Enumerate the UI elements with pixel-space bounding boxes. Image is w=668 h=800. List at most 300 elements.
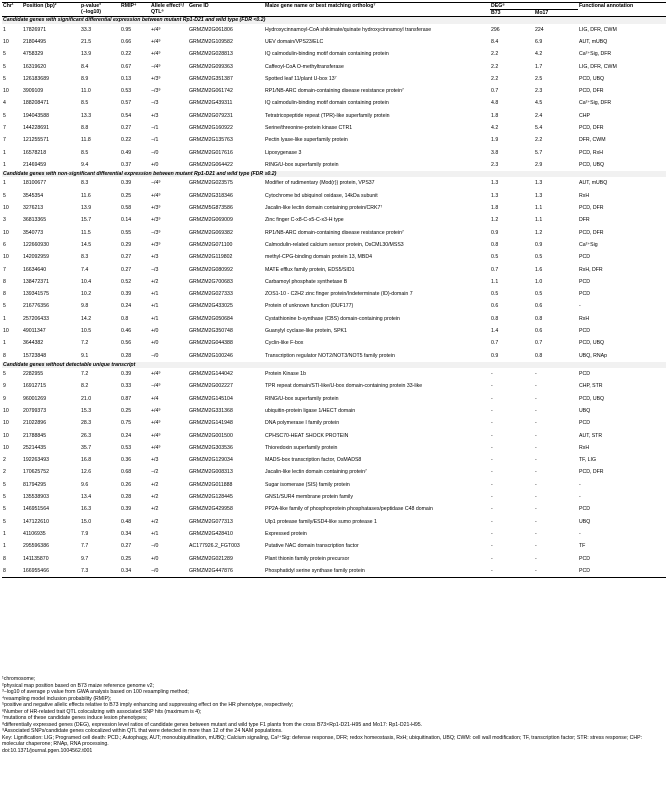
cell-position: 3909109 — [23, 88, 44, 95]
section-title: Candidate genes without detectable unique transcript — [2, 362, 666, 368]
cell-allele-qtl: +/4⁹ — [151, 192, 161, 199]
table-row — [2, 251, 666, 263]
cell-annotation: PCD, UBQ — [579, 395, 605, 402]
footnote: ⁶Number of HR-related trait QTL colocalizing with associated SNP hits (maximum is 4); — [2, 708, 202, 715]
table-row — [2, 325, 666, 337]
cell-annotation: RxH, DFR — [579, 266, 603, 273]
cell-gene-name: RP1/NB-ARC domain-containing disease resistance protein⁷ — [265, 88, 404, 95]
table-row — [2, 214, 666, 226]
cell-rmip: 0.37 — [121, 161, 132, 168]
cell-pvalue: 8.4 — [81, 63, 89, 70]
cell-chr: 10 — [3, 420, 9, 427]
cell-gene-name: Sugar isomerase (SIS) family protein — [265, 481, 350, 488]
table-row — [2, 552, 666, 564]
cell-gene-id: GRMZM2G145104 — [189, 395, 233, 402]
cell-deg-b73: - — [491, 530, 493, 537]
cell-chr: 3 — [3, 217, 6, 224]
cell-deg-b73: 1.4 — [491, 327, 499, 334]
cell-chr: 10 — [3, 444, 9, 451]
cell-rmip: 0.49 — [121, 149, 132, 156]
cell-position: 41106935 — [23, 530, 46, 537]
cell-gene-id: GRMZM2G069009 — [189, 217, 233, 224]
cell-gene-id: GRMZM2G439311 — [189, 100, 233, 107]
cell-deg-mo17: 1.3 — [535, 192, 543, 199]
cell-deg-mo17: - — [535, 555, 537, 562]
section-title: Candidate genes with non-significant differential expression between mutant Rp1-D21 and wild type (FDR ≥0.2) — [2, 171, 666, 177]
cell-allele-qtl: +/4⁹ — [151, 407, 161, 414]
cell-gene-name: Tetratricopeptide repeat (TPR)-like superfamily protein — [265, 112, 390, 119]
footnote: ²physical map position based on B73 maize reference genome v2; — [2, 682, 154, 689]
cell-pvalue: 15.3 — [81, 407, 92, 414]
cell-allele-qtl: +/1 — [151, 303, 159, 310]
cell-rmip: 0.68 — [121, 469, 132, 476]
cell-annotation: DFR — [579, 217, 590, 224]
cell-rmip: 0.53 — [121, 88, 132, 95]
cell-deg-mo17: - — [535, 543, 537, 550]
cell-chr: 5 — [3, 51, 6, 58]
cell-chr: 8 — [3, 352, 6, 359]
cell-gene-id: GRMZM2G318346 — [189, 192, 233, 199]
cell-deg-b73: 1.3 — [491, 180, 499, 187]
header-maize-gene: Maize gene name or best matching ortholog⁷ — [265, 3, 376, 9]
cell-pvalue: 8.5 — [81, 149, 89, 156]
cell-deg-b73: 0.9 — [491, 352, 499, 359]
table-row — [2, 454, 666, 466]
header-rmip: RMIP⁴ — [121, 3, 137, 9]
cell-position: 20799373 — [23, 407, 47, 414]
cell-position: 216776356 — [23, 303, 49, 310]
cell-gene-id: GRMZM2G069382 — [189, 229, 233, 236]
cell-allele-qtl: −/3 — [151, 100, 159, 107]
cell-gene-id: GRMZM2G071100 — [189, 241, 233, 248]
cell-pvalue: 16.3 — [81, 506, 92, 513]
table-row — [2, 350, 666, 362]
cell-pvalue: 28.3 — [81, 420, 92, 427]
cell-allele-qtl: +/0 — [151, 340, 159, 347]
cell-annotation: PCD, DFR — [579, 88, 604, 95]
cell-pvalue: 8.3 — [81, 180, 89, 187]
cell-gene-name: MADS-box transcription factor, OsMADS8 — [265, 457, 362, 464]
section-title: Candidate genes with significant differential expression between mutant Rp1-D21 and wild type (FDR <0.2) — [2, 17, 666, 24]
cell-position: 141135870 — [23, 555, 49, 562]
cell-annotation: TF — [579, 543, 586, 550]
cell-deg-mo17: 0.6 — [535, 327, 543, 334]
cell-rmip: 0.29 — [121, 241, 132, 248]
cell-rmip: 0.54 — [121, 112, 132, 119]
cell-position: 21788845 — [23, 432, 47, 439]
cell-gene-id: GRMZM2G303536 — [189, 444, 233, 451]
cell-chr: 10 — [3, 205, 9, 212]
cell-gene-id: GRMZM2G128445 — [189, 494, 233, 501]
cell-gene-name: GNS1/SUR4 membrane protein family — [265, 494, 353, 501]
cell-deg-b73: - — [491, 432, 493, 439]
cell-gene-name: Modifier of rudimentary (Mod(r)) protein, VPS37 — [265, 180, 375, 187]
cell-deg-mo17: 0.6 — [535, 303, 543, 310]
table-row — [2, 368, 666, 380]
table-row — [2, 24, 666, 36]
cell-gene-name: DNA polymerase I family protein — [265, 420, 340, 427]
cell-rmip: 0.34 — [121, 530, 132, 537]
cell-gene-name: Guanylyl cyclase-like protein, SPK1 — [265, 327, 347, 334]
cell-position: 96001269 — [23, 395, 47, 402]
header-mo17: Mo17 — [535, 10, 549, 17]
cell-annotation: DFR, CWM — [579, 137, 606, 144]
cell-rmip: 0.67 — [121, 63, 132, 70]
cell-rmip: 0.57 — [121, 100, 132, 107]
cell-deg-b73: 0.7 — [491, 88, 499, 95]
cell-pvalue: 8.8 — [81, 125, 89, 132]
cell-rmip: 0.25 — [121, 407, 132, 414]
cell-chr: 1 — [3, 530, 6, 537]
cell-annotation: LIG, DFR, CWM — [579, 63, 617, 70]
cell-deg-b73: - — [491, 518, 493, 525]
cell-gene-id: GRMZM2G129034 — [189, 457, 233, 464]
cell-position: 3540773 — [23, 229, 44, 236]
header-position: Position (bp)² — [23, 3, 57, 9]
cell-gene-id: GRMZM2G080992 — [189, 266, 233, 273]
cell-pvalue: 9.4 — [81, 161, 89, 168]
table-row — [2, 405, 666, 417]
cell-deg-mo17: 6.9 — [535, 38, 543, 45]
cell-annotation: Ca²⁺Sig, DFR — [579, 100, 612, 107]
cell-rmip: 0.13 — [121, 75, 132, 82]
cell-allele-qtl: −/3⁹ — [151, 88, 161, 95]
cell-annotation: RxH — [579, 315, 590, 322]
cell-position: 2282955 — [23, 371, 44, 378]
cell-gene-name: CPHSC70-HEAT SHOCK PROTEIN — [265, 432, 349, 439]
table-row — [2, 430, 666, 442]
cell-chr: 8 — [3, 291, 6, 298]
table-row — [2, 202, 666, 214]
cell-position: 36813365 — [23, 217, 47, 224]
cell-deg-mo17: 0.5 — [535, 291, 543, 298]
cell-pvalue: 9.8 — [81, 303, 89, 310]
table-row — [2, 276, 666, 288]
cell-pvalue: 7.2 — [81, 340, 89, 347]
cell-gene-id: GRMZM2G079231 — [189, 112, 233, 119]
table-row — [2, 85, 666, 97]
footnote: ⁹Associated SNPs/candidate genes colocalized within QTL that were detected in more than 12 of the 24 NAM populations. — [2, 728, 283, 734]
cell-deg-b73: - — [491, 543, 493, 550]
table-row — [2, 300, 666, 312]
cell-rmip: 0.55 — [121, 229, 132, 236]
cell-chr: 7 — [3, 137, 6, 144]
cell-pvalue: 7.2 — [81, 371, 89, 378]
cell-rmip: 0.53 — [121, 444, 132, 451]
cell-pvalue: 8.5 — [81, 100, 89, 107]
cell-gene-id: GRMZM2G008313 — [189, 469, 233, 476]
cell-rmip: 0.27 — [121, 266, 132, 273]
table-row — [2, 159, 666, 171]
cell-allele-qtl: +/3 — [151, 254, 159, 261]
header-deg: DEG⁸ — [490, 3, 578, 10]
cell-rmip: 0.26 — [121, 481, 132, 488]
cell-gene-id: GRMZM5G873586 — [189, 205, 233, 212]
cell-annotation: PCD — [579, 567, 590, 574]
cell-position: 25214435 — [23, 444, 47, 451]
cell-annotation: PCD — [579, 327, 590, 334]
header-pvalue: p-value³ (−log10) — [81, 3, 102, 16]
cell-gene-name: Lipoxygenase 3 — [265, 149, 302, 156]
cell-chr: 1 — [3, 180, 6, 187]
cell-deg-b73: 2.2 — [491, 63, 499, 70]
cell-chr: 6 — [3, 241, 6, 248]
table-body — [2, 17, 666, 578]
cell-deg-b73: 1.1 — [491, 278, 499, 285]
cell-allele-qtl: +/0 — [151, 161, 159, 168]
cell-deg-mo17: 4.5 — [535, 100, 543, 107]
cell-gene-id: GRMZM2G135763 — [189, 137, 233, 144]
cell-gene-name: IQ calmodulin-binding motif domain containing protein — [265, 100, 389, 107]
cell-position: 3276213 — [23, 205, 44, 212]
cell-rmip: 0.34 — [121, 567, 132, 574]
cell-gene-name: Protein Kinase 1b — [265, 371, 306, 378]
cell-pvalue: 13.4 — [81, 494, 92, 501]
cell-pvalue: 11.6 — [81, 192, 91, 199]
cell-chr: 5 — [3, 371, 6, 378]
cell-pvalue: 33.3 — [81, 26, 92, 33]
cell-gene-name: PP2A-like family of phosphoprotein phosphatases/peptidase C48 domain — [265, 506, 433, 513]
cell-gene-id: GRMZM2G429958 — [189, 506, 233, 513]
cell-deg-mo17: 224 — [535, 26, 544, 33]
cell-deg-mo17: 5.7 — [535, 149, 543, 156]
cell-chr: 9 — [3, 383, 6, 390]
cell-gene-name: IQ calmodulin-binding motif domain containing protein — [265, 51, 389, 58]
cell-annotation: PCD — [579, 278, 590, 285]
cell-deg-mo17: 0.7 — [535, 340, 543, 347]
cell-gene-name: Carbamoyl phosphate synthetase B — [265, 278, 348, 285]
doi-link[interactable]: doi:10.1371/journal.pgen.1004562.t001 — [2, 747, 93, 754]
cell-rmip: 0.24 — [121, 432, 132, 439]
cell-deg-mo17: 0.8 — [535, 352, 543, 359]
cell-gene-name: UEV domain/VPS23/ELC — [265, 38, 324, 45]
cell-chr: 1 — [3, 340, 6, 347]
cell-deg-b73: - — [491, 420, 493, 427]
cell-deg-b73: - — [491, 506, 493, 513]
cell-deg-b73: 2.2 — [491, 51, 499, 58]
cell-rmip: 0.87 — [121, 395, 132, 402]
cell-gene-name: Expressed protein — [265, 530, 307, 537]
cell-allele-qtl: −/0 — [151, 567, 159, 574]
cell-chr: 2 — [3, 469, 6, 476]
cell-chr: 8 — [3, 278, 6, 285]
cell-chr: 5 — [3, 75, 6, 82]
cell-deg-mo17: - — [535, 518, 537, 525]
cell-position: 257206433 — [23, 315, 49, 322]
cell-deg-mo17: - — [535, 407, 537, 414]
cell-allele-qtl: +/4⁹ — [151, 26, 161, 33]
cell-chr: 1 — [3, 26, 6, 33]
cell-chr: 1 — [3, 543, 6, 550]
table-row — [2, 147, 666, 159]
cell-deg-b73: 0.5 — [491, 291, 499, 298]
cell-rmip: 0.39 — [121, 180, 132, 187]
cell-allele-qtl: +/2 — [151, 481, 159, 488]
table-footnotes — [2, 676, 664, 754]
cell-gene-name: RING/U-box superfamily protein — [265, 395, 339, 402]
cell-deg-b73: 0.8 — [491, 241, 499, 248]
table-row — [2, 36, 666, 48]
cell-allele-qtl: −/2 — [151, 469, 159, 476]
cell-position: 49011347 — [23, 327, 46, 334]
cell-deg-b73: 0.9 — [491, 229, 499, 236]
cell-deg-mo17: 1.1 — [535, 217, 543, 224]
cell-deg-b73: 0.8 — [491, 315, 499, 322]
cell-deg-b73: - — [491, 567, 493, 574]
cell-annotation: UBQ — [579, 518, 591, 525]
cell-annotation: PCD — [579, 506, 590, 513]
cell-gene-name: ubiquitin-protein ligase 1/HECT domain — [265, 407, 356, 414]
cell-rmip: 0.22 — [121, 137, 132, 144]
cell-pvalue: 11.8 — [81, 137, 91, 144]
cell-allele-qtl: +/2 — [151, 278, 159, 285]
cell-annotation: RxH — [579, 444, 590, 451]
cell-annotation: UBQ — [579, 407, 591, 414]
cell-annotation: LIG, DFR, CWM — [579, 26, 617, 33]
cell-annotation: - — [579, 494, 581, 501]
cell-gene-name: methyl-CPG-binding domain protein 13, MBD4 — [265, 254, 372, 261]
footnote: ⁷mutations of these candidate genes induce lesion phenotypes; — [2, 715, 148, 721]
cell-allele-qtl: +/4⁹ — [151, 38, 161, 45]
cell-gene-name: Jacalin-like lectin domain containing protein/CRK7⁷ — [265, 205, 383, 212]
cell-gene-id: GRMZM2G044388 — [189, 340, 233, 347]
cell-gene-id: GRMZM2G023575 — [189, 180, 233, 187]
cell-gene-id: GRMZM2G099363 — [189, 63, 233, 70]
cell-gene-id: GRMZM2G350748 — [189, 327, 233, 334]
cell-annotation: PCD, UBQ — [579, 340, 605, 347]
table-row — [2, 227, 666, 239]
table-row — [2, 313, 666, 325]
cell-pvalue: 13.3 — [81, 112, 92, 119]
cell-position: 3545354 — [23, 192, 44, 199]
footnote: ⁸differentially expressed genes (DEG), expression level ratios of candidate genes between mutant and wild type F1 plants from the cross B73×Rp1-D21-H95 and Mo17: Rp1-D21-H95. — [2, 721, 423, 728]
cell-deg-b73: - — [491, 395, 493, 402]
cell-pvalue: 7.3 — [81, 567, 89, 574]
cell-annotation: Ca²⁺Sig, DFR — [579, 51, 612, 58]
cell-pvalue: 35.7 — [81, 444, 92, 451]
cell-gene-name: Protein of unknown function (DUF177) — [265, 303, 354, 310]
header-allele-qtl: Allele effect⁵/ QTL⁶ — [151, 3, 184, 16]
cell-position: 17826971 — [23, 26, 47, 33]
cell-annotation: PCD, UBQ — [579, 75, 605, 82]
cell-deg-mo17: - — [535, 530, 537, 537]
cell-gene-name: RP1/NB-ARC domain-containing disease resistance protein⁷ — [265, 229, 404, 236]
cell-rmip: 0.39 — [121, 506, 132, 513]
cell-allele-qtl: +/4⁹ — [151, 432, 161, 439]
table-row — [2, 540, 666, 552]
cell-rmip: 0.95 — [121, 26, 132, 33]
cell-position: 144228691 — [23, 125, 49, 132]
cell-rmip: 0.52 — [121, 278, 132, 285]
cell-pvalue: 10.4 — [81, 278, 92, 285]
cell-deg-mo17: - — [535, 506, 537, 513]
cell-annotation: Ca²⁺Sig — [579, 241, 598, 248]
cell-gene-id: GRMZM2G002227 — [189, 383, 233, 390]
cell-deg-b73: 1.2 — [491, 217, 499, 224]
cell-rmip: 0.24 — [121, 303, 132, 310]
cell-deg-mo17: - — [535, 567, 537, 574]
table-row — [2, 417, 666, 429]
cell-annotation: - — [579, 481, 581, 488]
cell-annotation: AUT, STR — [579, 432, 603, 439]
cell-position: 18100677 — [23, 180, 47, 187]
cell-deg-b73: 0.5 — [491, 254, 499, 261]
cell-deg-b73: 0.7 — [491, 340, 499, 347]
cell-annotation: CHP — [579, 112, 590, 119]
cell-pvalue: 10.5 — [81, 327, 92, 334]
cell-gene-name: MATE efflux family protein, EDS5/SID1 — [265, 266, 355, 273]
cell-allele-qtl: +/1 — [151, 291, 159, 298]
cell-deg-b73: - — [491, 457, 493, 464]
header-functional: Functional annotation — [579, 3, 634, 9]
cell-gene-name: Jacalin-like lectin domain containing protein⁷ — [265, 469, 367, 476]
cell-deg-mo17: 2.2 — [535, 137, 543, 144]
cell-annotation: PCD — [579, 254, 590, 261]
cell-gene-id: GRMZM2G050684 — [189, 315, 233, 322]
cell-deg-b73: - — [491, 444, 493, 451]
cell-annotation: PCD — [579, 371, 590, 378]
cell-allele-qtl: +/3 — [151, 457, 159, 464]
cell-position: 170625752 — [23, 469, 49, 476]
cell-deg-mo17: 0.8 — [535, 315, 543, 322]
table-row — [2, 466, 666, 478]
cell-deg-b73: 1.3 — [491, 192, 499, 199]
cell-rmip: 0.33 — [121, 383, 132, 390]
cell-gene-name: RING/U-box superfamily protein — [265, 161, 339, 168]
cell-position: 21469459 — [23, 161, 47, 168]
cell-chr: 10 — [3, 229, 9, 236]
table-row — [2, 393, 666, 405]
cell-allele-qtl: −/0 — [151, 352, 159, 359]
cell-position: 166955466 — [23, 567, 49, 574]
cell-deg-mo17: - — [535, 469, 537, 476]
cell-chr: 10 — [3, 327, 9, 334]
cell-pvalue: 7.9 — [81, 530, 89, 537]
cell-rmip: 0.39 — [121, 291, 132, 298]
footnote-key: Key: Lignification: LIG; Programed cell death: PCD.; Autophagy, AUT; monoubiquitination, mUBQ; Calcium signaling, Ca²⁺Sig: defense response, DFR; redox homeostasis, RxH; ubiquitination, UBQ; CWM: cell wall modification; TF, transcription factor; STR: stress response; CHP: molecular chaperone; RNAp, RNA processing. — [2, 734, 643, 747]
cell-gene-id: GRMZM2G433025 — [189, 303, 233, 310]
cell-allele-qtl: −/4⁹ — [151, 180, 161, 187]
cell-allele-qtl: −/0 — [151, 543, 159, 550]
cell-gene-id: GRMZM2G061742 — [189, 88, 233, 95]
table-row — [2, 177, 666, 189]
cell-gene-name: Putative NAC domain transcription factor — [265, 543, 359, 550]
cell-rmip: 0.46 — [121, 327, 132, 334]
cell-rmip: 0.25 — [121, 555, 132, 562]
cell-rmip: 0.27 — [121, 543, 132, 550]
cell-rmip: 0.27 — [121, 254, 132, 261]
cell-deg-b73: 0.7 — [491, 266, 499, 273]
cell-pvalue: 21.0 — [81, 395, 92, 402]
table-row — [2, 442, 666, 454]
cell-chr: 5 — [3, 303, 6, 310]
cell-annotation: PCD, DFR — [579, 469, 604, 476]
cell-deg-mo17: 1.3 — [535, 180, 543, 187]
cell-allele-qtl: +/3⁹ — [151, 75, 161, 82]
cell-gene-id: GRMZM2G144042 — [189, 371, 233, 378]
cell-deg-mo17: - — [535, 432, 537, 439]
cell-position: 146951564 — [23, 506, 49, 513]
cell-gene-id: AC177926.2_FGT003 — [189, 543, 240, 550]
cell-chr: 10 — [3, 88, 9, 95]
cell-chr: 5 — [3, 518, 6, 525]
cell-deg-mo17: - — [535, 395, 537, 402]
cell-allele-qtl: +/2 — [151, 506, 159, 513]
cell-annotation: PCD — [579, 291, 590, 298]
cell-deg-mo17: 5.4 — [535, 125, 543, 132]
cell-pvalue: 13.9 — [81, 51, 92, 58]
footnote: ³−log10 of average p value from GWA analysis based on 100 resampling method; — [2, 689, 189, 695]
